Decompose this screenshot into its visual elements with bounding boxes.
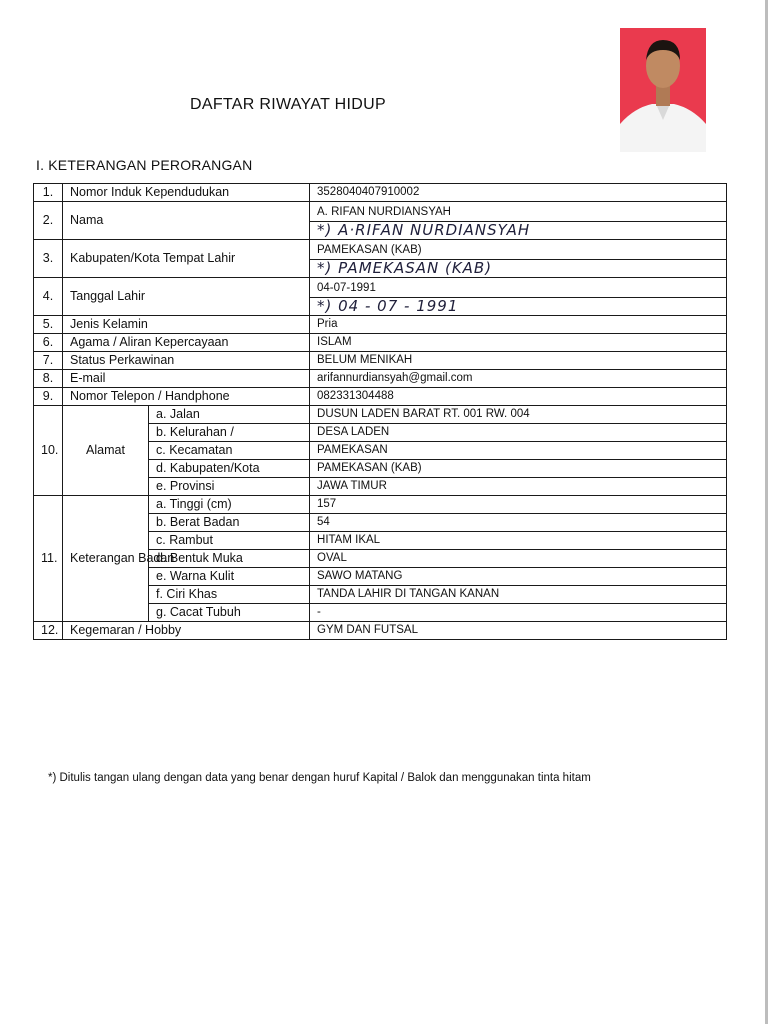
row-label: E-mail (63, 370, 310, 388)
row-number: 8. (34, 370, 63, 388)
row-number: 7. (34, 352, 63, 370)
row-number: 12. (34, 622, 63, 640)
row-value: 04-07-1991 (310, 278, 727, 298)
sub-value: PAMEKASAN (KAB) (310, 460, 727, 478)
sub-label: b. Berat Badan (149, 514, 310, 532)
sub-label: a. Tinggi (cm) (149, 496, 310, 514)
profile-photo (620, 28, 706, 152)
section-heading: I. KETERANGAN PERORANGAN (36, 157, 253, 173)
row-number: 5. (34, 316, 63, 334)
row-label: Jenis Kelamin (63, 316, 310, 334)
sub-value: - (310, 604, 727, 622)
sub-value: DESA LADEN (310, 424, 727, 442)
table-row (34, 352, 727, 370)
table-row (34, 316, 727, 334)
sub-value: 54 (310, 514, 727, 532)
sub-label: g. Cacat Tubuh (149, 604, 310, 622)
phone-value: 082331304488 (310, 388, 727, 406)
table-row (34, 406, 727, 424)
row-value: Pria (310, 316, 727, 334)
email-value: arifannurdiansyah@gmail.com (310, 370, 727, 388)
sub-value: HITAM IKAL (310, 532, 727, 550)
handwritten-value: *) 04 - 07 - 1991 (310, 298, 727, 316)
row-number: 11. (34, 496, 63, 622)
sub-value: OVAL (310, 550, 727, 568)
row-label: Tanggal Lahir (63, 278, 310, 316)
row-number: 2. (34, 202, 63, 240)
sub-label: e. Provinsi (149, 478, 310, 496)
table-row (34, 622, 727, 640)
row-number: 3. (34, 240, 63, 278)
row-number: 4. (34, 278, 63, 316)
table-row (34, 240, 727, 260)
row-number: 6. (34, 334, 63, 352)
sub-label: b. Kelurahan / (149, 424, 310, 442)
document-title: DAFTAR RIWAYAT HIDUP (190, 96, 386, 113)
table-row (34, 202, 727, 222)
table-row (34, 388, 727, 406)
body-group-label: Keterangan Badan (63, 496, 149, 622)
sub-value: 157 (310, 496, 727, 514)
row-number: 10. (34, 406, 63, 496)
sub-value: PAMEKASAN (310, 442, 727, 460)
address-group-label: Alamat (63, 406, 149, 496)
sub-label: d. Bentuk Muka (149, 550, 310, 568)
row-number: 1. (34, 184, 63, 202)
sub-value: JAWA TIMUR (310, 478, 727, 496)
sub-value: DUSUN LADEN BARAT RT. 001 RW. 004 (310, 406, 727, 424)
table-row (34, 184, 727, 202)
table-row (34, 278, 727, 298)
table-row (34, 334, 727, 352)
row-label: Agama / Aliran Kepercayaan (63, 334, 310, 352)
table-row (34, 496, 727, 514)
row-label: Kegemaran / Hobby (63, 622, 310, 640)
row-value: BELUM MENIKAH (310, 352, 727, 370)
row-value: ISLAM (310, 334, 727, 352)
row-label: Nomor Telepon / Handphone (63, 388, 310, 406)
row-value: PAMEKASAN (KAB) (310, 240, 727, 260)
sub-label: c. Rambut (149, 532, 310, 550)
personal-info-table (33, 183, 727, 640)
row-label: Status Perkawinan (63, 352, 310, 370)
sub-label: f. Ciri Khas (149, 586, 310, 604)
table-row (34, 370, 727, 388)
row-label: Nomor Induk Kependudukan (63, 184, 310, 202)
row-number: 9. (34, 388, 63, 406)
handwritten-value: *) PAMEKASAN (KAB) (310, 260, 727, 278)
row-label: Kabupaten/Kota Tempat Lahir (63, 240, 310, 278)
sub-label: a. Jalan (149, 406, 310, 424)
sub-label: d. Kabupaten/Kota (149, 460, 310, 478)
handwritten-value: *) A·RIFAN NURDIANSYAH (310, 222, 727, 240)
row-value: GYM DAN FUTSAL (310, 622, 727, 640)
row-value: 3528040407910002 (310, 184, 727, 202)
sub-value: SAWO MATANG (310, 568, 727, 586)
sub-label: e. Warna Kulit (149, 568, 310, 586)
sub-value: TANDA LAHIR DI TANGAN KANAN (310, 586, 727, 604)
row-label: Nama (63, 202, 310, 240)
row-value: A. RIFAN NURDIANSYAH (310, 202, 727, 222)
footnote: *) Ditulis tangan ulang dengan data yang benar dengan huruf Kapital / Balok dan menggunakan tinta hitam (48, 772, 591, 784)
sub-label: c. Kecamatan (149, 442, 310, 460)
